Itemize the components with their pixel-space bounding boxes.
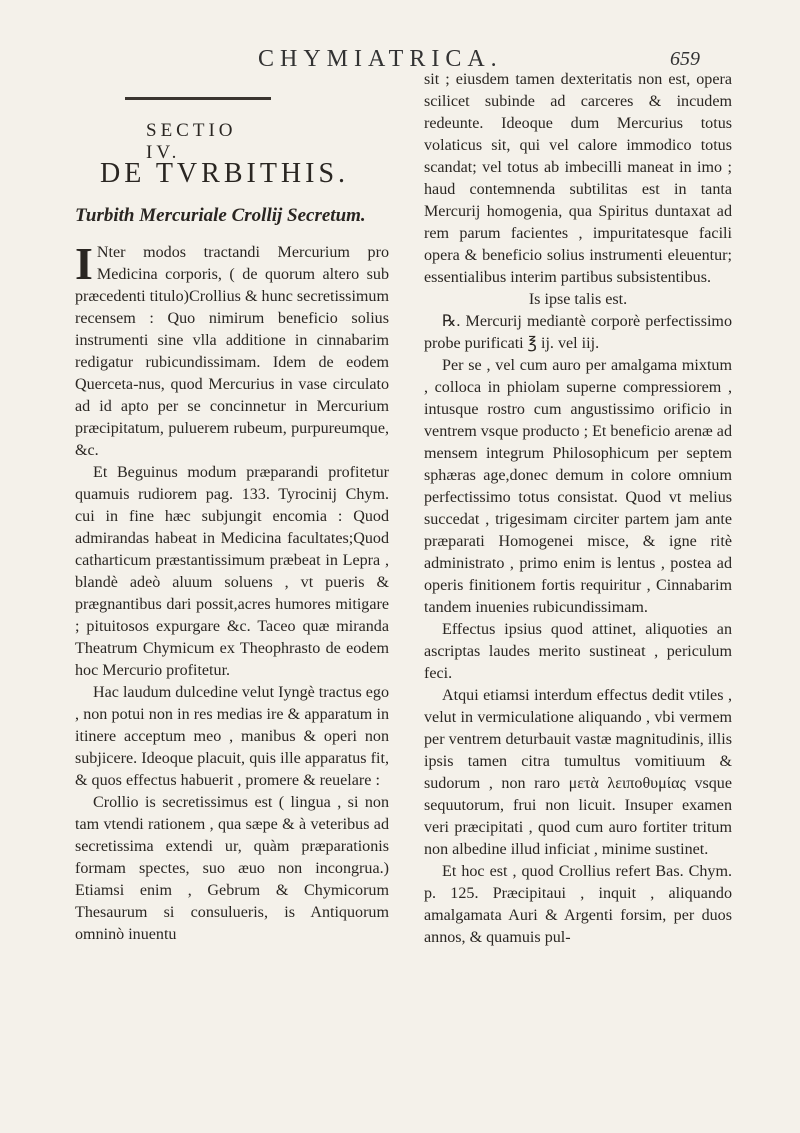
paragraph: Hac laudum dulcedine velut Iyngè tractus ego , non potui non in res medias ire & apparatum in itinere acceptum meo , manibus & operi non subjicere. Ideoque placuit, quis ille apparatus fit, & quos effectus habuerit , promere & reuelare :	[75, 684, 389, 789]
recipe-paragraph: ℞. Mercurij mediantè corporè perfectissimo probe purificati ℥ ij. vel iij.	[424, 313, 732, 352]
paragraph: Effectus ipsius quod attinet, aliquoties an ascriptas laudes merito sustineat , periculum feci.	[424, 621, 732, 682]
section-subtitle: Turbith Mercuriale Crollij Secretum.	[75, 205, 366, 226]
chapter-title: DE TVRBITHIS.	[100, 158, 350, 189]
paragraph: Per se , vel cum auro per amalgama mixtum , colloca in phiolam superne compressiorem , intusque rostro cum angustissimo orificio in ventrem vsque producto ; Et beneficio arenæ ad mensem integrum Philosophicum per septem sphæras age,donec demum in colore omnium perfectissimo totus consistat. Quod vt melius succedat , trigesimam circiter partem jam ante præparati Homogenei misce, & igne ritè administrato , primo enim is lentus , postea ad operis finitionem fortis requiritur , Cinnabarim tandem inuenies rubicundissimam.	[424, 357, 732, 616]
page-number: 659	[670, 48, 700, 70]
right-column	[424, 69, 732, 949]
ornamental-rule	[125, 97, 271, 100]
paragraph-text: Nter modos tractandi Mercurium pro Medicina corporis, ( de quorum altero sub præcedenti titulo)Crollius & hunc secretissimum recensem : Quo nimirum beneficio solius instrumenti sine vlla additione in cinnabarim redigatur rubicundissimam. Idem de eodem Querceta-nus, quod Mercurius in vase circulato ad id apto per se concinnetur in Mercurium præcipitatum, puluerem rubeum, purpureumque, &c.	[75, 244, 389, 459]
paragraph: Is ipse talis est.	[528, 291, 628, 308]
paragraph	[75, 238, 389, 462]
drop-cap: I	[75, 238, 93, 289]
running-head: CHYMIATRICA.	[258, 46, 503, 72]
section-label: SECTIO IV.	[146, 120, 237, 163]
paragraph: sit ; eiusdem tamen dexteritatis non est, opera scilicet subinde ad carceres & incudem redeunte. Ideoque dum Mercurius totus volaticus sit, qui vel calore immodico totus scandat; vel totus ab imbecilli maneat in imo ; haud contemnenda subtilitas est in tanta Mercurij homogenia, qua Spiritus duntaxat ad rem parum facientes , impuritatesque facili opera & beneficio solius instrumenti eleuentur; essentialibus interim partibus subsistentibus.	[424, 71, 732, 286]
paragraph: Atqui etiamsi interdum effectus dedit vtiles , velut in vermiculatione aliquando , vbi vermem per ventrem deturbauit vastæ magnitudinis, illis ipsis tamen citra tumultus vomitiuum & sudorum , non raro μετὰ λειποθυμίας vsque sequutorum, frui non licuit. Insuper examen veri præcipitati , quod cum auro fortiter tritum non albedine illud inficiat , minime sustinet.	[424, 687, 732, 858]
paragraph: Et Beguinus modum præparandi profitetur quamuis rudiorem pag. 133. Tyrocinij Chym. cui in fine hæc subjungit encomia : Quod admirandas habeat in Medicina facultates;Quod catharticum præstantissimum præbeat in Lepra , blandè adeò aluum soluens , vt pueris & prægnantibus dari possit,acres humores mitigare ; pituitosos expurgare &c. Taceo quæ miranda Theatrum Chymicum ex Theophrasto de eodem hoc Mercurio profitetur.	[75, 464, 389, 679]
left-column	[75, 238, 389, 946]
paragraph: Crollio is secretissimus est ( lingua , si non tam vtendi rationem , qua sæpe & à veteribus ad secretissima extendi ur, quàm præparationis formam spectes, suo æuo non incongrua.) Etiamsi enim , Gebrum & Chymicorum Thesaurum si consulueris, is Antiquorum omninò inuentu	[75, 794, 389, 943]
paragraph: Et hoc est , quod Crollius refert Bas. Chym. p. 125. Præcipitaui , inquit , aliquando amalgamata Auri & Argenti forsim, per duos annos, & quamuis pul-	[424, 863, 732, 946]
